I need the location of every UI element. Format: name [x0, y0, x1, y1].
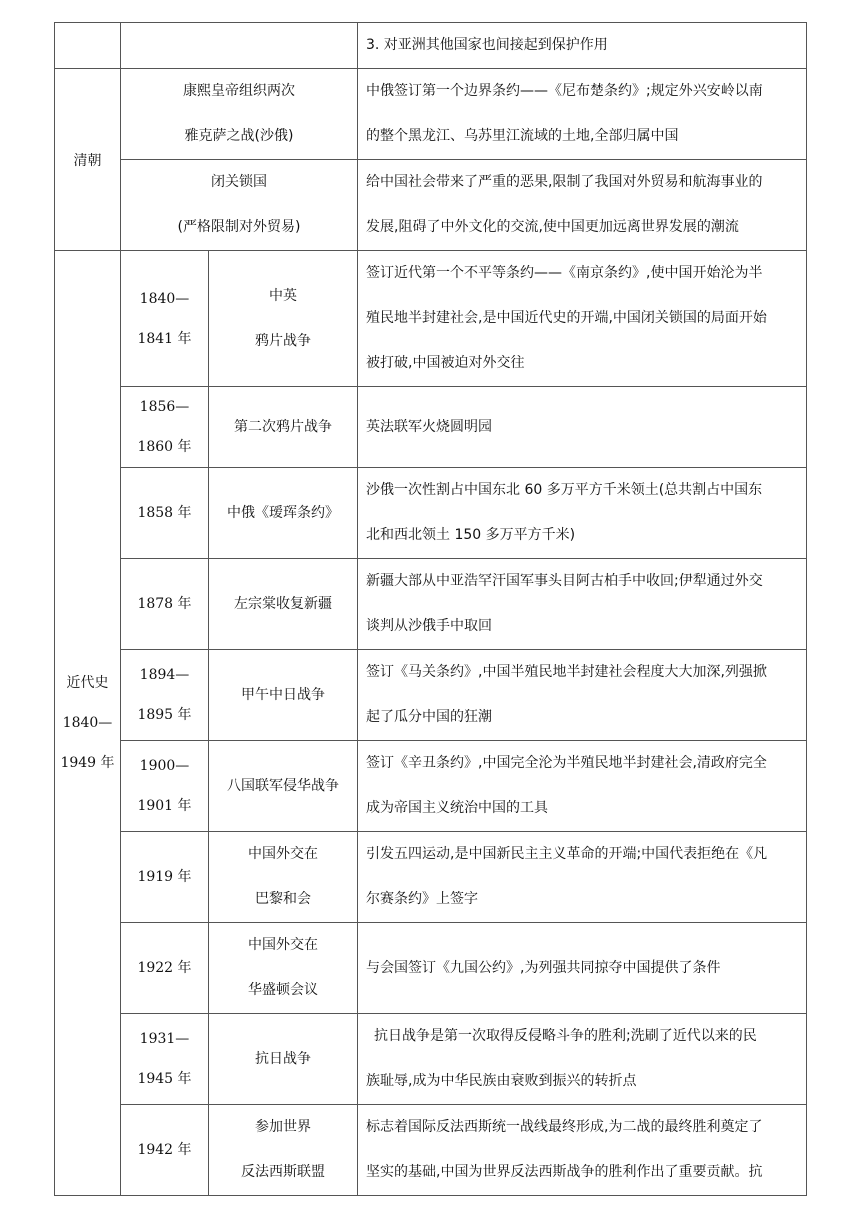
event-text: 第二次鸦片战争 — [234, 418, 332, 435]
content-text: 签订近代第一个不平等条约——《南京条约》,使中国开始沦为半 — [366, 265, 763, 281]
year-cell — [121, 1014, 209, 1105]
event-text: 华盛顿会议 — [248, 982, 318, 998]
content-cell — [358, 1105, 807, 1196]
event-text: 康熙皇帝组织两次 — [183, 83, 295, 99]
content-text: 签订《马关条约》,中国半殖民地半封建社会程度大大加深,列强掀 — [366, 664, 767, 680]
year-text: 1856— — [139, 399, 190, 415]
year-text: 1894— — [139, 667, 190, 683]
year-text: 1900— — [139, 758, 190, 774]
content-cell — [358, 23, 807, 69]
year-cell — [121, 468, 209, 559]
content-text: 中俄签订第一个边界条约——《尼布楚条约》;规定外兴安岭以南 — [366, 83, 763, 99]
table-row — [55, 832, 807, 923]
event-text: 中俄《瑷珲条约》 — [227, 504, 339, 521]
content-text: 起了瓜分中国的狂潮 — [366, 709, 492, 725]
event-text: 中国外交在 — [248, 937, 318, 953]
event-text: 鸦片战争 — [255, 332, 311, 349]
content-text: 给中国社会带来了严重的恶果,限制了我国对外贸易和航海事业的 — [366, 174, 763, 190]
event-text: 甲午中日战争 — [241, 686, 325, 703]
year-cell — [121, 650, 209, 741]
event-text: 中英 — [269, 287, 297, 304]
table-row — [55, 69, 807, 160]
event-text: (严格限制对外贸易) — [177, 219, 301, 235]
year-text: 1945 年 — [137, 1071, 192, 1087]
content-text: 引发五四运动,是中国新民主主义革命的开端;中国代表拒绝在《凡 — [366, 846, 768, 862]
content-cell — [358, 69, 807, 160]
period-cell-qing — [55, 69, 121, 251]
event-text: 八国联军侵华战争 — [227, 777, 339, 794]
content-text: 沙俄一次性割占中国东北 60 多万平方千米领土(总共割占中国东 — [366, 482, 763, 498]
year-cell — [121, 387, 209, 468]
year-cell — [121, 251, 209, 387]
year-text: 1895 年 — [137, 707, 192, 723]
content-text: 殖民地半封建社会,是中国近代史的开端,中国闭关锁国的局面开始 — [366, 310, 767, 326]
year-text: 1922 年 — [137, 960, 192, 976]
content-text: 坚实的基础,中国为世界反法西斯战争的胜利作出了重要贡献。抗 — [366, 1164, 763, 1180]
year-text: 1878 年 — [137, 596, 192, 612]
content-text: 与会国签订《九国公约》,为列强共同掠夺中国提供了条件 — [366, 959, 721, 976]
content-cell — [358, 559, 807, 650]
year-text: 1858 年 — [137, 505, 192, 521]
content-text: 标志着国际反法西斯统一战线最终形成,为二战的最终胜利奠定了 — [366, 1119, 763, 1135]
history-table — [54, 22, 807, 1196]
event-cell — [209, 559, 358, 650]
event-text: 左宗棠收复新疆 — [234, 595, 332, 612]
period-cell-modern — [55, 251, 121, 1196]
year-text: 1942 年 — [137, 1142, 192, 1158]
table-row — [55, 1105, 807, 1196]
event-text: 参加世界 — [255, 1119, 311, 1135]
table-row — [55, 923, 807, 1014]
content-cell — [358, 650, 807, 741]
content-text: 成为帝国主义统治中国的工具 — [366, 800, 548, 816]
event-cell — [209, 1014, 358, 1105]
content-text: 英法联军火烧圆明园 — [366, 418, 492, 435]
event-cell — [209, 468, 358, 559]
content-cell — [358, 923, 807, 1014]
year-text: 1841 年 — [137, 330, 192, 347]
content-text: 签订《辛丑条约》,中国完全沦为半殖民地半封建社会,清政府完全 — [366, 755, 767, 771]
content-cell — [358, 741, 807, 832]
period-label: 近代史 — [66, 675, 109, 691]
year-cell — [121, 559, 209, 650]
content-text: 北和西北领土 150 多万平方千米) — [366, 527, 576, 543]
table-row — [55, 387, 807, 468]
year-text: 1931— — [139, 1031, 190, 1047]
event-text: 反法西斯联盟 — [241, 1164, 325, 1180]
year-cell — [121, 832, 209, 923]
event-cell — [121, 69, 358, 160]
period-year-end: 1949 年 — [60, 755, 115, 771]
content-text: 新疆大部从中亚浩罕汗国军事头目阿古柏手中收回;伊犁通过外交 — [366, 573, 763, 589]
event-cell — [209, 923, 358, 1014]
event-text: 雅克萨之战(沙俄) — [184, 128, 294, 144]
year-cell — [121, 923, 209, 1014]
year-cell — [121, 741, 209, 832]
content-cell — [358, 1014, 807, 1105]
event-cell — [209, 832, 358, 923]
content-cell — [358, 251, 807, 387]
content-text: 被打破,中国被迫对外交往 — [366, 355, 525, 371]
event-cell — [121, 160, 358, 251]
event-cell — [209, 741, 358, 832]
table-row — [55, 23, 807, 69]
content-text: 谈判从沙俄手中取回 — [366, 618, 492, 634]
event-text: 中国外交在 — [248, 846, 318, 862]
content-text: 抗日战争是第一次取得反侵略斗争的胜利;洗刷了近代以来的民 — [374, 1028, 757, 1044]
event-text: 抗日战争 — [255, 1050, 311, 1067]
event-cell — [209, 251, 358, 387]
table-row — [55, 741, 807, 832]
event-text: 闭关锁国 — [211, 174, 267, 190]
content-text: 3. 对亚洲其他国家也间接起到保护作用 — [366, 37, 608, 53]
content-cell — [358, 387, 807, 468]
table-row — [55, 1014, 807, 1105]
year-text: 1901 年 — [137, 798, 192, 814]
year-text: 1919 年 — [137, 869, 192, 885]
event-cell — [209, 387, 358, 468]
content-text: 的整个黑龙江、乌苏里江流域的土地,全部归属中国 — [366, 128, 679, 144]
empty-cell — [55, 23, 121, 69]
event-text: 巴黎和会 — [255, 891, 311, 907]
content-text: 尔赛条约》上签字 — [366, 891, 478, 907]
table-row — [55, 468, 807, 559]
content-text: 族耻辱,成为中华民族由衰败到振兴的转折点 — [366, 1073, 637, 1089]
content-text: 发展,阻碍了中外文化的交流,使中国更加远离世界发展的潮流 — [366, 219, 739, 235]
year-text: 1840— — [139, 290, 190, 307]
content-cell — [358, 160, 807, 251]
empty-cell — [121, 23, 358, 69]
year-text: 1860 年 — [137, 439, 192, 455]
table-row — [55, 160, 807, 251]
content-cell — [358, 832, 807, 923]
table-row — [55, 559, 807, 650]
event-cell — [209, 1105, 358, 1196]
content-cell — [358, 468, 807, 559]
event-cell — [209, 650, 358, 741]
year-cell — [121, 1105, 209, 1196]
table-row — [55, 251, 807, 387]
period-label: 清朝 — [73, 152, 102, 169]
period-year-start: 1840— — [62, 715, 113, 731]
table-row — [55, 650, 807, 741]
